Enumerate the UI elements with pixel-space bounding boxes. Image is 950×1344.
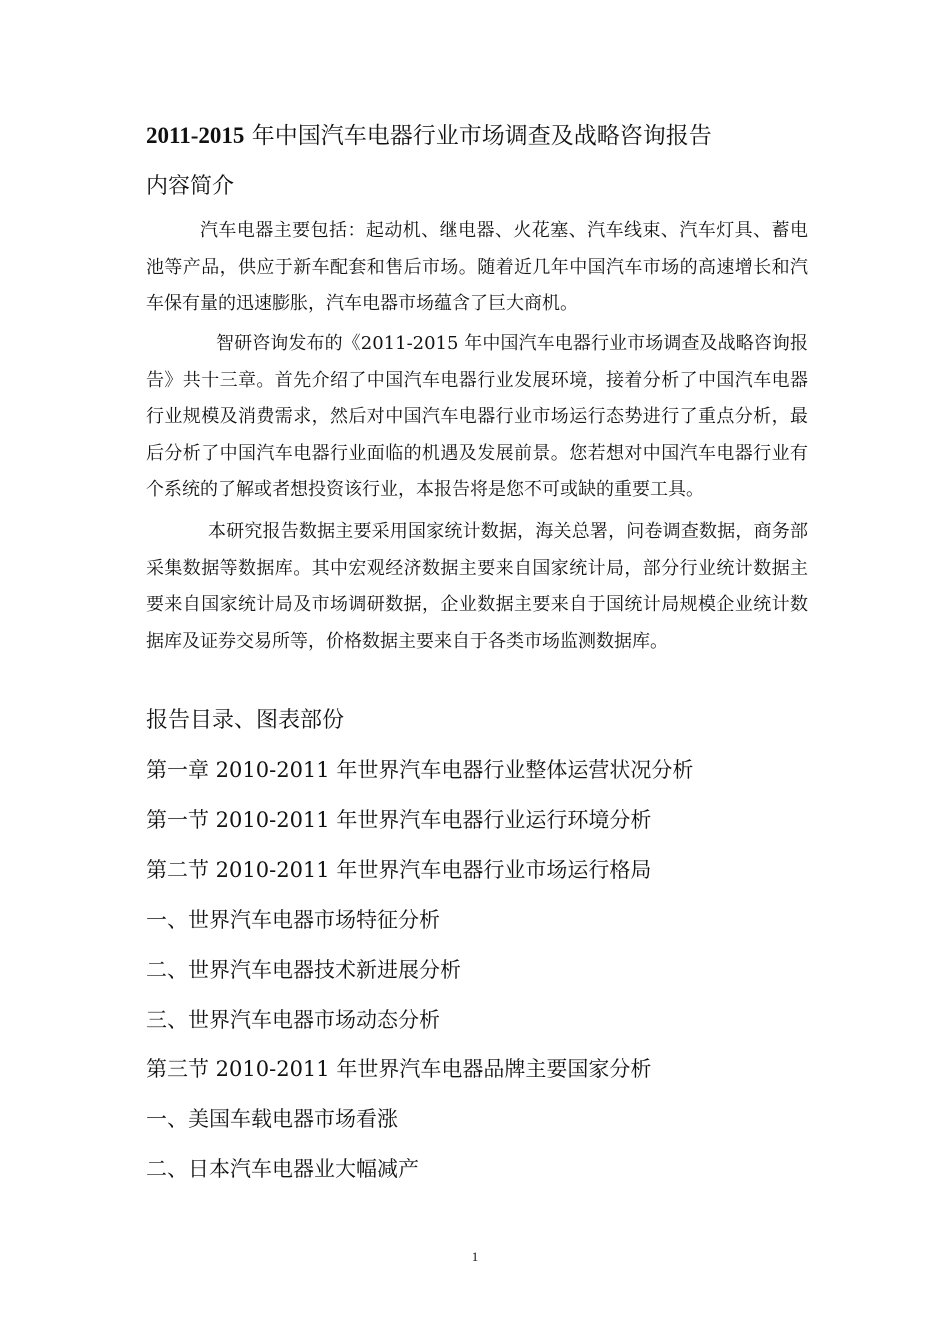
toc-item: 二、日本汽车电器业大幅减产 — [146, 1157, 419, 1181]
intro-paragraph-2: 智研咨询发布的《2011-2015 年中国汽车电器行业市场调查及战略咨询报告》共十三章。首先介绍了中国汽车电器行业发展环境，接着分析了中国汽车电器行业规模及消费需求，然后对中国汽车电器行业市场运行态势进行了重点分析，最后分析了中国汽车电器行业面临的机遇及发展前景。您若想对中国汽车电器行业有个系统的了解或者想投资该行业，本报告将是您不可或缺的重要工具。 — [146, 333, 808, 500]
intro-heading: 内容简介 — [146, 174, 235, 199]
intro-paragraph-3: 本研究报告数据主要采用国家统计数据，海关总署，问卷调查数据，商务部采集数据等数据库。其中宏观经济数据主要来自国家统计局，部分行业统计数据主要来自国家统计局及市场调研数据，企业数据主要来自于国统计局规模企业统计数据库及证券交易所等，价格数据主要来自于各类市场监测数据库。 — [146, 521, 808, 652]
toc-item: 一、美国车载电器市场看涨 — [146, 1107, 398, 1131]
intro-paragraph-1: 汽车电器主要包括：起动机、继电器、火花塞、汽车线束、汽车灯具、蓄电池等产品，供应于新车配套和售后市场。随着近几年中国汽车市场的高速增长和汽车保有量的迅速膨胀，汽车电器市场蕴含了巨大商机。 — [146, 220, 808, 314]
toc-item: 三、世界汽车电器市场动态分析 — [146, 1008, 440, 1032]
toc-item: 一、世界汽车电器市场特征分析 — [146, 908, 440, 932]
toc-heading: 报告目录、图表部份 — [146, 708, 345, 733]
report-title — [146, 118, 846, 154]
toc-item: 二、世界汽车电器技术新进展分析 — [146, 958, 461, 982]
report-title-year-range: 2011-2015 — [146, 123, 245, 148]
toc-item: 第一节 2010-2011 年世界汽车电器行业运行环境分析 — [146, 808, 652, 832]
toc-item: 第二节 2010-2011 年世界汽车电器行业市场运行格局 — [146, 858, 652, 882]
toc-item: 第一章 2010-2011 年世界汽车电器行业整体运营状况分析 — [146, 758, 694, 782]
page-number: 1 — [471, 1249, 479, 1264]
toc-item: 第三节 2010-2011 年世界汽车电器品牌主要国家分析 — [146, 1057, 652, 1081]
report-title-text: 年中国汽车电器行业市场调查及战略咨询报告 — [244, 123, 712, 149]
